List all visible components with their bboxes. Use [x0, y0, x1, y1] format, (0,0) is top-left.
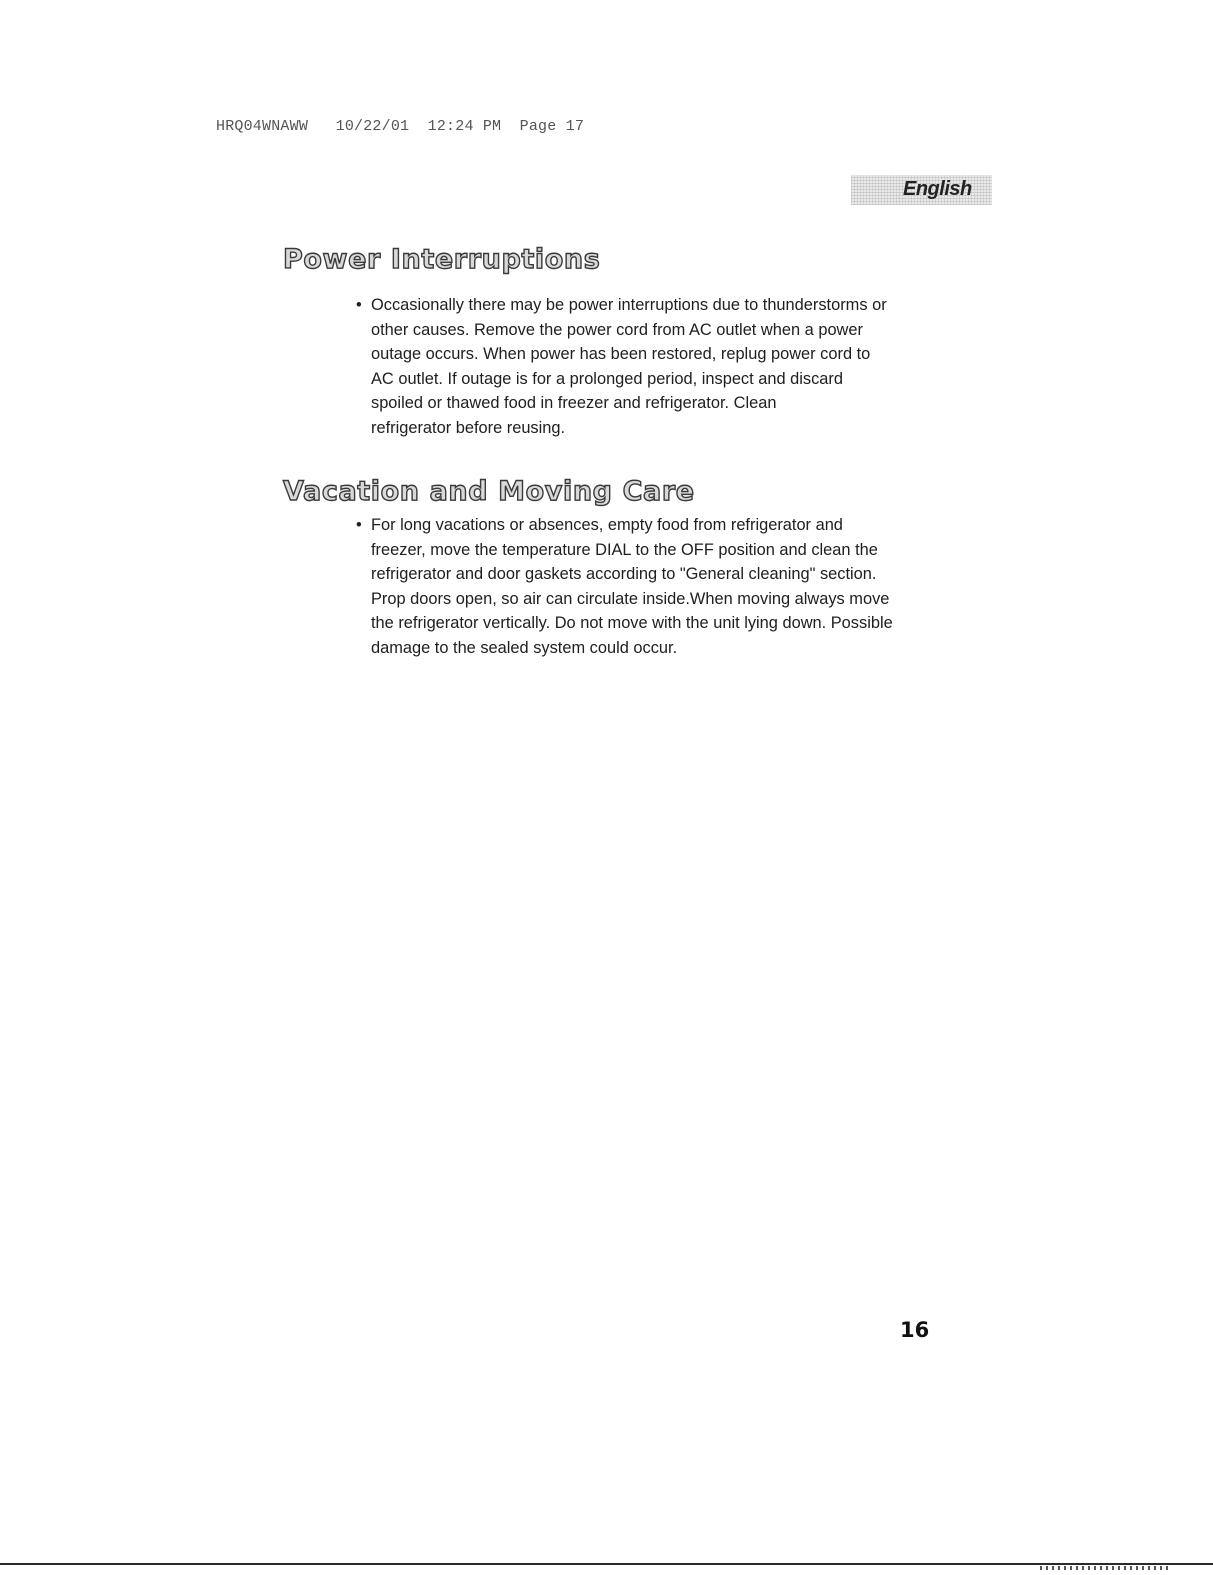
bullet-icon: •	[356, 516, 362, 534]
power-interruptions-paragraph	[356, 293, 956, 441]
paragraph-line: refrigerator and door gaskets according to "General cleaning" section.	[371, 565, 877, 584]
language-tab-label: English	[903, 178, 972, 200]
section-heading-power-interruptions: Power Interruptions	[283, 244, 601, 275]
paragraph-line: For long vacations or absences, empty food from refrigerator and	[371, 516, 843, 534]
paragraph-line: spoiled or thawed food in freezer and refrigerator. Clean	[371, 394, 777, 413]
paragraph-line: refrigerator before reusing.	[371, 418, 566, 437]
vacation-moving-care-paragraph	[356, 513, 956, 661]
language-tab	[851, 175, 992, 205]
paragraph-line: the refrigerator vertically. Do not move with the unit lying down. Possible	[371, 614, 893, 633]
paragraph-line: Prop doors open, so air can circulate inside.When moving always move	[371, 589, 890, 608]
page-number: 16	[900, 1318, 930, 1342]
section-heading-vacation-moving-care: Vacation and Moving Care	[283, 476, 695, 507]
paragraph-line: damage to the sealed system could occur.	[371, 638, 678, 657]
print-slug: HRQ04WNAWW 10/22/01 12:24 PM Page 17	[216, 118, 585, 135]
scan-marks	[1040, 1566, 1170, 1570]
paragraph-line: freezer, move the temperature DIAL to the OFF position and clean the	[371, 540, 878, 559]
paragraph-line: other causes. Remove the power cord from AC outlet when a power	[371, 320, 863, 339]
paragraph-line: AC outlet. If outage is for a prolonged period, inspect and discard	[371, 369, 843, 388]
paragraph-line: Occasionally there may be power interruptions due to thunderstorms or	[371, 296, 887, 314]
bullet-icon: •	[356, 296, 362, 314]
bottom-rule	[0, 1563, 1213, 1565]
paragraph-line: outage occurs. When power has been restored, replug power cord to	[371, 345, 871, 364]
